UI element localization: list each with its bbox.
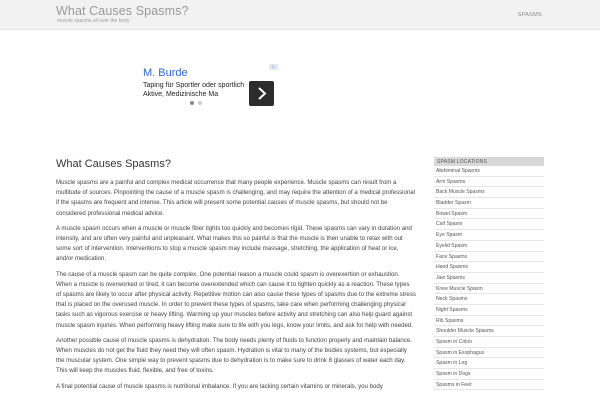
sidebar-item[interactable]: Face Spasms: [434, 252, 544, 263]
article-paragraph: A final potential cause of muscle spasms is nutritional imbalance. If you are lacking certain vitamins or minerals, you body: [56, 382, 383, 390]
sidebar-item[interactable]: Night Spasms: [434, 305, 544, 316]
sidebar-item[interactable]: Back Muscle Spasms: [434, 187, 544, 198]
sidebar-item[interactable]: Rib Spasms: [434, 316, 544, 327]
sidebar-item[interactable]: Neck Spasms: [434, 294, 544, 305]
page-title: What Causes Spasms?: [56, 158, 171, 170]
sidebar-item[interactable]: Hand Spasms: [434, 262, 544, 273]
article: [56, 158, 416, 397]
sidebar-list: [434, 166, 544, 390]
sidebar-item[interactable]: Spasms in Feet: [434, 380, 544, 391]
ad-next-button[interactable]: [249, 81, 274, 106]
sidebar-item[interactable]: Bowel Spasm: [434, 209, 544, 220]
ad-title[interactable]: M. Burde: [143, 67, 188, 79]
sidebar-heading: SPASM LOCATIONS: [434, 157, 544, 166]
site-header: [0, 0, 600, 30]
site-tagline: muscle spasms all over the body: [57, 18, 130, 24]
sidebar-item[interactable]: Calf Spasm: [434, 219, 544, 230]
article-paragraph: A muscle spasm occurs when a muscle or muscle fiber tights too quickly and becomes rigid. These spasms can vary in duration and intensity, and are often very painful and unpleasant. What makes this so painful is that the muscle is then unable to relax with out some sort of intervention. Interventions to stop a muscle spasm may include massage, stretching, the application of heat or ice, and/or medication.: [56, 224, 412, 263]
sidebar-item[interactable]: Bladder Spasm: [434, 198, 544, 209]
sidebar-item[interactable]: Eye Spasm: [434, 230, 544, 241]
sidebar-item[interactable]: Jaw Spasms: [434, 273, 544, 284]
ad-carousel-dot-active[interactable]: [190, 101, 194, 105]
sidebar-item[interactable]: Knee Muscle Spasm: [434, 284, 544, 295]
sidebar: [434, 157, 544, 390]
article-paragraph: Muscle spasms are a painful and complex medical occurrence that many people experience. Muscle spasms can result from a multitude of sources. Pinpointing the cause of a muscle spasm is challenging, and may require the attention of a medical professional if the spasms are frequent and intense. This article will present some potential causes of muscle spasms, but should not be considered professional medical advice.: [56, 179, 416, 217]
chevron-right-icon: [257, 87, 267, 100]
ad-description: Taping für Sportler oder sportlich Aktive, Medizinische Ma: [143, 82, 245, 98]
article-paragraph: The cause of a muscle spasm can be quite complex. One potential reason a muscle could spasm is overexertion or exhaustion. When a muscle is overworked or tired, it can become overextended which can cause it to tighten quickly as a reaction. These types of spasms are likely to occur after physical activity. Repetitive motion can also cause these types of spasms due to the extreme stress that is placed on the overused muscle. In order to prevent these types of spasms, take care when performing challenging physical tasks such as vigorous exercise or heavy lifting. Warming up your muscles before activity and stretching can also help guard against muscle spasm injuries. When performing heavy lifting make sure to life with you legs, know your limits, and ask for help with needed.: [56, 270, 416, 329]
sidebar-item[interactable]: Shoulder Muscle Spasms: [434, 326, 544, 337]
site-title[interactable]: What Causes Spasms?: [56, 4, 189, 18]
sidebar-item[interactable]: Arm Spasms: [434, 177, 544, 188]
ad-choices-icon[interactable]: ▷: [269, 64, 278, 70]
sidebar-item[interactable]: Spasm in Dogs: [434, 369, 544, 380]
ad-carousel-dot[interactable]: [198, 101, 202, 105]
sidebar-item[interactable]: Spasm in Esophagus: [434, 348, 544, 359]
nav-link-spasms[interactable]: SPASMS: [517, 12, 542, 18]
sidebar-item[interactable]: Spasm in Leg: [434, 358, 544, 369]
sidebar-item[interactable]: Eyelid Spasm: [434, 241, 544, 252]
article-paragraph: Another possible cause of muscle spasms is dehydration. The body needs plenty of fluids to function properly and maintain balance. When muscles do not get the fluid they need they will often spasm. Hydration is vital to many of the bodies systems, but especially the muscular system. One simple way to prevent spasms due to dehydration is to make sure to drink 8 glasses of water each day. This will keep the muscles fluid, flexible, and free of toxins.: [56, 336, 412, 375]
sidebar-item[interactable]: Spasm in Colon: [434, 337, 544, 348]
sidebar-item[interactable]: Abdominal Spasms: [434, 166, 544, 177]
